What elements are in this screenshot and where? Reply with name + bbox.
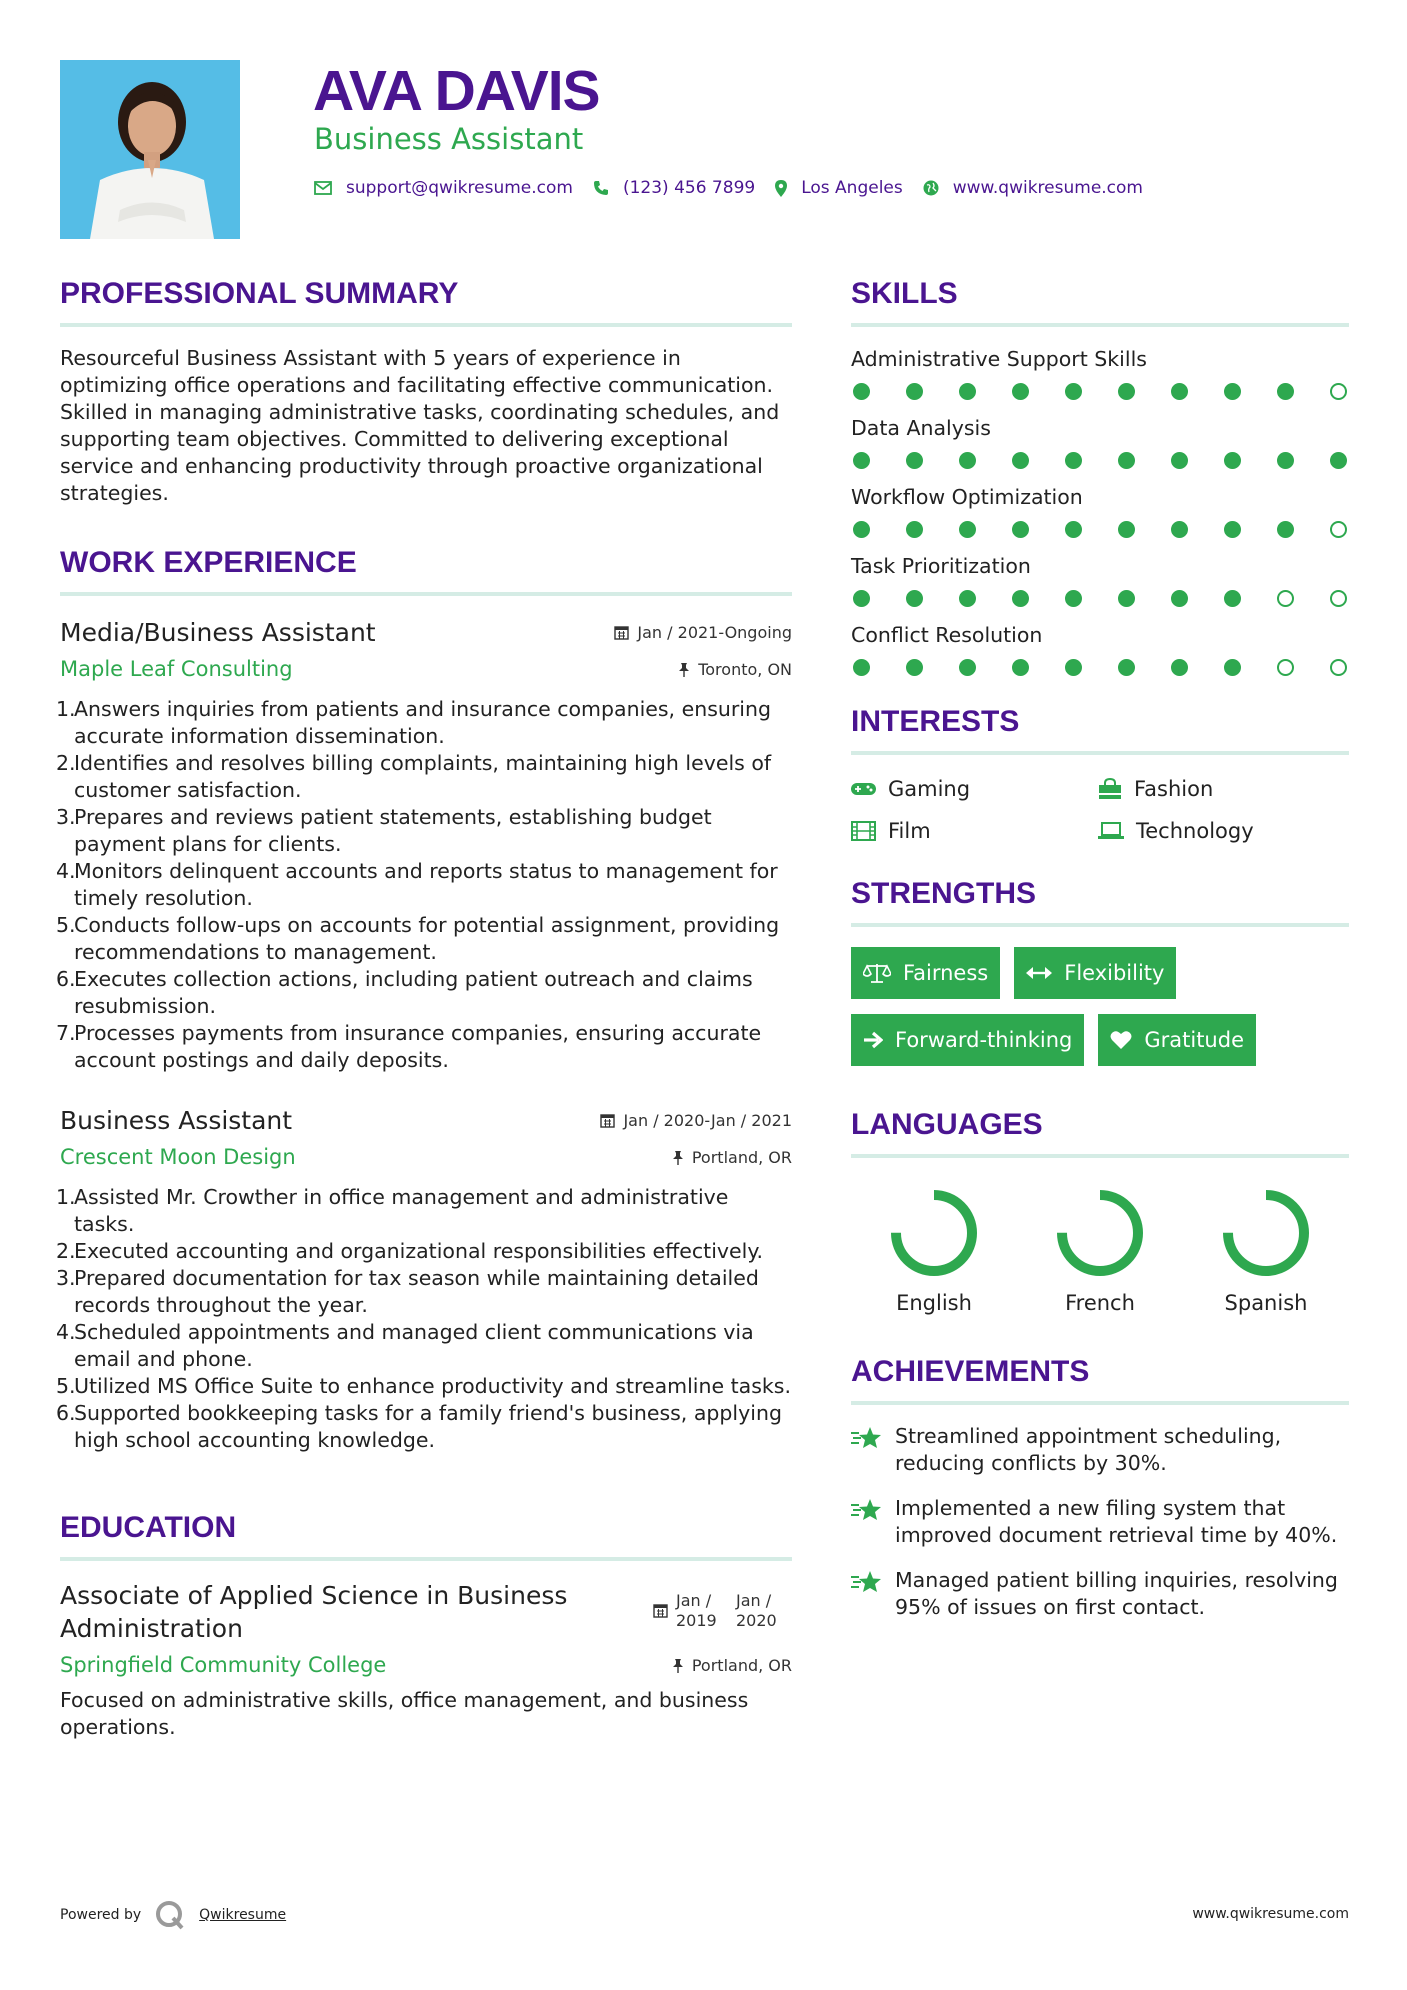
job-date bbox=[600, 1111, 792, 1130]
star-icon bbox=[851, 1498, 883, 1522]
strengths-section bbox=[851, 875, 1349, 1081]
skill-name: Data Analysis bbox=[851, 416, 991, 440]
pushpin-icon bbox=[672, 1150, 684, 1165]
rating-dot-filled bbox=[1171, 452, 1188, 469]
heart-icon bbox=[1110, 1030, 1132, 1050]
skill-item bbox=[851, 415, 1349, 469]
language-proficiency-ring bbox=[886, 1185, 982, 1281]
rating-dot-filled bbox=[1171, 521, 1188, 538]
language-item bbox=[851, 1185, 1017, 1315]
skill-name: Conflict Resolution bbox=[851, 623, 1043, 647]
summary-text: Resourceful Business Assistant with 5 years of experience in optimizing office operations and facilitating effective communication. Skilled in managing administrative tasks, coordinating schedules, and supporting team objectives. Committed to delivering exceptional service and enhancing productivity through proactive organizational strategies. bbox=[60, 346, 780, 505]
skill-rating bbox=[851, 452, 1349, 469]
section-title: WORK EXPERIENCE bbox=[60, 546, 357, 579]
language-proficiency-arc bbox=[1228, 1195, 1304, 1271]
education-location bbox=[672, 1656, 792, 1675]
rating-dot-filled bbox=[1171, 659, 1188, 676]
language-item bbox=[1017, 1185, 1183, 1315]
shopping-bag-icon bbox=[1098, 778, 1122, 800]
section-divider bbox=[60, 592, 792, 596]
list-item: 5. Conducts follow-ups on accounts for potential assignment, providing recommendations to management. bbox=[56, 913, 780, 964]
laptop-icon bbox=[1098, 822, 1124, 840]
job-bullets bbox=[56, 1184, 792, 1454]
skill-item bbox=[851, 484, 1349, 538]
section-divider bbox=[851, 323, 1349, 327]
skill-item bbox=[851, 553, 1349, 607]
strength-badge: Gratitude bbox=[1098, 1014, 1256, 1066]
skills-list bbox=[851, 346, 1349, 676]
language-proficiency-arc bbox=[1062, 1195, 1138, 1271]
rating-dot-filled bbox=[906, 383, 923, 400]
language-name: French bbox=[1065, 1291, 1135, 1315]
skill-item bbox=[851, 622, 1349, 676]
strength-badge: Forward-thinking bbox=[851, 1014, 1084, 1066]
film-icon bbox=[851, 821, 876, 841]
interest-item: Fashion bbox=[1098, 777, 1345, 801]
rating-dot-filled bbox=[853, 590, 870, 607]
rating-dot-filled bbox=[1012, 590, 1029, 607]
job-date-text: Jan / 2021-Ongoing bbox=[637, 623, 792, 642]
rating-dot-filled bbox=[1224, 659, 1241, 676]
rating-dot-filled bbox=[1065, 590, 1082, 607]
calendar-icon bbox=[600, 1113, 615, 1128]
rating-dot-filled bbox=[853, 659, 870, 676]
achievement-item: Streamlined appointment scheduling, reducing conflicts by 30%. bbox=[851, 1423, 1349, 1477]
rating-dot-filled bbox=[1171, 383, 1188, 400]
company-name: Maple Leaf Consulting bbox=[60, 657, 293, 681]
rating-dot-filled bbox=[1277, 521, 1294, 538]
list-item: 1. Assisted Mr. Crowther in office management and administrative tasks. bbox=[56, 1185, 729, 1236]
language-proficiency-ring bbox=[1218, 1185, 1314, 1281]
qwikresume-logo-icon bbox=[155, 1900, 185, 1930]
rating-dot-filled bbox=[906, 521, 923, 538]
rating-dot-filled bbox=[1277, 452, 1294, 469]
skill-name: Task Prioritization bbox=[851, 554, 1031, 578]
achievements-section bbox=[851, 1353, 1349, 1621]
calendar-icon bbox=[653, 1603, 668, 1618]
list-item: 2. Executed accounting and organizational responsibilities effectively. bbox=[56, 1239, 764, 1263]
rating-dot-empty bbox=[1330, 521, 1347, 538]
interest-item: Technology bbox=[1098, 819, 1345, 843]
job-title: Media/Business Assistant bbox=[60, 618, 376, 647]
star-icon bbox=[851, 1426, 883, 1450]
company-name: Crescent Moon Design bbox=[60, 1145, 296, 1169]
strength-badge: Fairness bbox=[851, 947, 1000, 999]
rating-dot-filled bbox=[1118, 521, 1135, 538]
education-end: Jan / 2020 bbox=[736, 1591, 777, 1630]
rating-dot-filled bbox=[1012, 452, 1029, 469]
rating-dot-filled bbox=[1224, 383, 1241, 400]
star-icon bbox=[851, 1570, 883, 1594]
education-description: Focused on administrative skills, office management, and business operations. bbox=[60, 1688, 749, 1739]
language-name: English bbox=[896, 1291, 972, 1315]
pushpin-icon bbox=[678, 662, 690, 677]
contact-phone[interactable] bbox=[593, 178, 755, 198]
achievement-item: Managed patient billing inquiries, resolving 95% of issues on first contact. bbox=[851, 1567, 1349, 1621]
skill-item bbox=[851, 346, 1349, 400]
contact-email[interactable] bbox=[314, 178, 573, 198]
skill-rating bbox=[851, 521, 1349, 538]
rating-dot-filled bbox=[959, 590, 976, 607]
double-arrow-icon bbox=[1026, 966, 1052, 980]
rating-dot-filled bbox=[1012, 383, 1029, 400]
website-text: www.qwikresume.com bbox=[952, 178, 1143, 198]
rating-dot-empty bbox=[1330, 659, 1347, 676]
rating-dot-empty bbox=[1330, 383, 1347, 400]
summary-section bbox=[60, 275, 792, 507]
job-bullets bbox=[56, 696, 792, 1074]
section-title: LANGUAGES bbox=[851, 1108, 1043, 1141]
rating-dot-empty bbox=[1277, 659, 1294, 676]
email-text: support@qwikresume.com bbox=[346, 178, 573, 198]
rating-dot-filled bbox=[1065, 521, 1082, 538]
rating-dot-empty bbox=[1277, 590, 1294, 607]
section-divider bbox=[60, 323, 792, 327]
rating-dot-filled bbox=[1224, 521, 1241, 538]
list-item: 6. Executes collection actions, including patient outreach and claims resubmission. bbox=[56, 967, 753, 1018]
languages-section bbox=[851, 1106, 1349, 1315]
achievement-item: Implemented a new filing system that improved document retrieval time by 40%. bbox=[851, 1495, 1349, 1549]
section-divider bbox=[851, 923, 1349, 927]
section-divider bbox=[60, 1557, 792, 1561]
rating-dot-filled bbox=[1118, 659, 1135, 676]
rating-dot-filled bbox=[1171, 590, 1188, 607]
rating-dot-filled bbox=[959, 521, 976, 538]
rating-dot-filled bbox=[906, 659, 923, 676]
brand-link[interactable]: Qwikresume bbox=[199, 1907, 287, 1923]
rating-dot-filled bbox=[1224, 590, 1241, 607]
skill-name: Administrative Support Skills bbox=[851, 347, 1147, 371]
rating-dot-filled bbox=[1065, 452, 1082, 469]
section-title: EDUCATION bbox=[60, 1511, 237, 1544]
language-item bbox=[1183, 1185, 1349, 1315]
list-item: 3. Prepared documentation for tax season while maintaining detailed records throughout the year. bbox=[56, 1266, 759, 1317]
globe-icon bbox=[923, 180, 939, 196]
experience-section bbox=[56, 544, 792, 1454]
list-item: 7. Processes payments from insurance companies, ensuring accurate account postings and daily deposits. bbox=[56, 1021, 762, 1072]
job-entry bbox=[56, 618, 792, 1074]
list-item: 2. Identifies and resolves billing complaints, maintaining high levels of customer satisfaction. bbox=[56, 751, 772, 802]
section-divider bbox=[851, 1401, 1349, 1405]
left-column bbox=[56, 275, 792, 1741]
rating-dot-filled bbox=[853, 383, 870, 400]
list-item: 5. Utilized MS Office Suite to enhance productivity and streamline tasks. bbox=[56, 1374, 791, 1398]
right-column bbox=[851, 275, 1349, 1621]
interest-item: Film bbox=[851, 819, 1098, 843]
map-marker-icon bbox=[775, 180, 787, 197]
education-dates bbox=[653, 1591, 792, 1645]
rating-dot-filled bbox=[1224, 452, 1241, 469]
list-item: 4. Scheduled appointments and managed client communications via email and phone. bbox=[56, 1320, 754, 1371]
degree-title: Associate of Applied Science in Business Administration bbox=[60, 1581, 568, 1643]
rating-dot-filled bbox=[959, 383, 976, 400]
rating-dot-filled bbox=[1118, 383, 1135, 400]
pushpin-icon bbox=[672, 1658, 684, 1673]
strength-badge: Flexibility bbox=[1014, 947, 1176, 999]
interests-section bbox=[851, 703, 1349, 843]
section-title: STRENGTHS bbox=[851, 877, 1037, 910]
gamepad-icon bbox=[851, 782, 876, 796]
rating-dot-filled bbox=[1118, 452, 1135, 469]
contact-website[interactable] bbox=[923, 178, 1143, 198]
job-location bbox=[672, 1148, 792, 1167]
rating-dot-filled bbox=[1012, 659, 1029, 676]
interest-item: Gaming bbox=[851, 777, 1098, 801]
school-name: Springfield Community College bbox=[60, 1653, 387, 1677]
rating-dot-filled bbox=[959, 659, 976, 676]
job-entry bbox=[56, 1106, 792, 1454]
language-proficiency-arc bbox=[896, 1195, 972, 1271]
education-location-text: Portland, OR bbox=[691, 1655, 792, 1675]
section-title: PROFESSIONAL SUMMARY bbox=[60, 277, 459, 310]
skill-rating bbox=[851, 659, 1349, 676]
skill-rating bbox=[851, 383, 1349, 400]
rating-dot-filled bbox=[853, 521, 870, 538]
footer-url[interactable]: www.qwikresume.com bbox=[1192, 1906, 1349, 1922]
rating-dot-empty bbox=[1330, 590, 1347, 607]
education-start: Jan / 2019 bbox=[676, 1591, 717, 1630]
rating-dot-filled bbox=[906, 452, 923, 469]
contact-location bbox=[775, 178, 903, 198]
rating-dot-filled bbox=[1012, 521, 1029, 538]
profile-photo bbox=[60, 60, 240, 239]
job-location-text: Portland, OR bbox=[691, 1147, 792, 1167]
section-title: ACHIEVEMENTS bbox=[851, 1355, 1090, 1388]
section-divider bbox=[851, 751, 1349, 755]
list-item: 1. Answers inquiries from patients and insurance companies, ensuring accurate information dissemination. bbox=[56, 697, 771, 748]
powered-by-label: Powered by bbox=[60, 1907, 142, 1923]
balance-scale-icon bbox=[863, 962, 891, 984]
rating-dot-filled bbox=[853, 452, 870, 469]
phone-icon bbox=[593, 180, 609, 196]
job-date bbox=[614, 623, 792, 642]
rating-dot-filled bbox=[959, 452, 976, 469]
rating-dot-filled bbox=[1277, 383, 1294, 400]
job-location bbox=[678, 660, 792, 679]
footer-powered-by bbox=[60, 1900, 286, 1930]
candidate-name: AVA DAVIS bbox=[313, 59, 600, 123]
rating-dot-filled bbox=[1065, 383, 1082, 400]
language-name: Spanish bbox=[1224, 1291, 1308, 1315]
rating-dot-filled bbox=[1065, 659, 1082, 676]
calendar-icon bbox=[614, 625, 629, 640]
skill-rating bbox=[851, 590, 1349, 607]
rating-dot-filled bbox=[1330, 452, 1347, 469]
location-text: Los Angeles bbox=[801, 178, 903, 198]
job-date-text: Jan / 2020-Jan / 2021 bbox=[623, 1111, 792, 1130]
section-title: SKILLS bbox=[851, 277, 958, 310]
skill-name: Workflow Optimization bbox=[851, 485, 1083, 509]
rating-dot-filled bbox=[1118, 590, 1135, 607]
list-item: 6. Supported bookkeeping tasks for a family friend's business, applying high school accounting knowledge. bbox=[56, 1401, 782, 1452]
list-item: 4. Monitors delinquent accounts and reports status to management for timely resolution. bbox=[56, 859, 778, 910]
section-divider bbox=[851, 1154, 1349, 1158]
candidate-title: Business Assistant bbox=[314, 122, 584, 156]
job-title: Business Assistant bbox=[60, 1106, 293, 1135]
phone-text: (123) 456 7899 bbox=[622, 178, 756, 198]
skills-section bbox=[851, 275, 1349, 676]
arrow-right-icon bbox=[863, 1031, 883, 1049]
education-section bbox=[60, 1509, 792, 1741]
rating-dot-filled bbox=[906, 590, 923, 607]
envelope-icon bbox=[314, 181, 332, 195]
job-location-text: Toronto, ON bbox=[698, 659, 792, 679]
list-item: 3. Prepares and reviews patient statements, establishing budget payment plans for clients. bbox=[56, 805, 712, 856]
contact-bar bbox=[314, 178, 1143, 198]
section-title: INTERESTS bbox=[851, 705, 1020, 738]
language-proficiency-ring bbox=[1052, 1185, 1148, 1281]
